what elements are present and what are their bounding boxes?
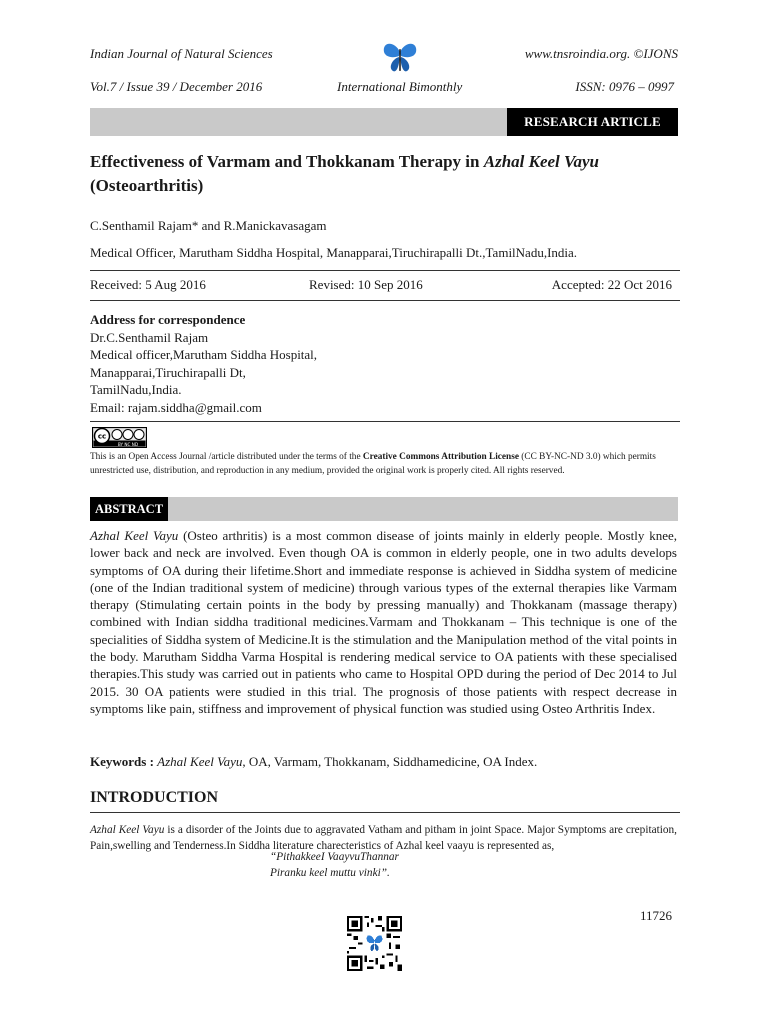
abstract-text: Azhal Keel Vayu (Osteo arthritis) is a most common disease of joints mainly in elderly people. Mostly knee, lower back and neck are involved. Even though OA is common in elderly people, one in two adults develops symptoms of OA during their lifetime.Short and immediate response is achieved in Siddha system of medicine (one of the Indian traditional system of medicine) through various types of the external therapies like Varmam therapy (Stimulating certain points in the body by pressing manually) and Thokkanam (massage therapy) combined with Indian siddha traditional medicines.Varmam and Thokkanam – This technique is one of the specialities of Siddha system of Medicine.It is the stimulation and the Manipulation method of the vital points in the body. Marutham Siddha Varma Hospital is rendering medical service to OA patients with these specialised therapies.This study was carried out in patients who came to Hospital OPD during the period of Dec 2014 to Jul 2015. 30 OA patients were studied in this trial. The prognosis of those patients with respect decrease in symptoms like pain, stiffness and improvement of physical function was studied using Osteo Arthritis Index.: [90, 528, 677, 716]
abstract-bar: [90, 497, 678, 521]
article-type-badge: RESEARCH ARTICLE: [507, 108, 678, 136]
correspondence-line: Medical officer,Marutham Siddha Hospital,: [90, 347, 318, 362]
correspondence-line: Dr.C.Senthamil Rajam: [90, 329, 209, 345]
keywords: Keywords : Azhal Keel Vayu, OA, Varmam, Thokkanam, Siddhamedicine, OA Index.: [90, 754, 538, 769]
journal-name: Indian Journal of Natural Sciences: [90, 46, 273, 61]
revised-date: Revised: 10 Sep 2016: [309, 277, 423, 292]
volume-info: Vol.7 / Issue 39 / December 2016: [90, 79, 263, 94]
quote-line: Piranku keel muttu vinki”.: [270, 867, 390, 879]
svg-text:cc: cc: [97, 432, 107, 441]
quote-line: “PithakkeeI VaayvuThannar: [270, 851, 399, 863]
issn: ISSN: 0976 – 0997: [575, 79, 674, 94]
correspondence-heading: Address for correspondence: [90, 312, 246, 327]
divider: [90, 270, 680, 271]
correspondence-email[interactable]: Email: rajam.siddha@gmail.com: [90, 399, 262, 415]
introduction-text: Azhal Keel Vayu is a disorder of the Joints due to aggravated Vatham and pitham in joint Space. Major Symptoms are crepitation, Pain,swelling and Tenderness.In Siddha literature charecteristics of Azhal keel vaayu is represented as,: [90, 824, 678, 852]
introduction-heading: INTRODUCTION: [90, 789, 219, 806]
divider: [90, 300, 680, 301]
affiliation: Medical Officer, Marutham Siddha Hospital, Manapparai,Tiruchirapalli Dt.,TamilNadu,India.: [90, 245, 578, 260]
accepted-date: Accepted: 22 Oct 2016: [551, 277, 672, 292]
journal-website[interactable]: www.tnsroindia.org. ©IJONS: [524, 46, 678, 61]
butterfly-icon: [380, 40, 420, 76]
license-text: This is an Open Access Journal /article distributed under the terms of the Creative Commons Attribution License (CC BY-NC-ND 3.0) which permits unrestricted use, distribution, and reproduction in any medium, provided the original work is properly cited. All rights reserved.: [90, 452, 656, 476]
frequency: International Bimonthly: [337, 79, 463, 94]
divider: [90, 812, 680, 813]
page-number: 11726: [640, 908, 673, 923]
received-date: Received: 5 Aug 2016: [90, 277, 206, 292]
correspondence-line: TamilNadu,India.: [90, 382, 182, 397]
correspondence-address: [90, 311, 317, 416]
article-title: Effectiveness of Varmam and Thokkanam Therapy in Azhal Keel Vayu (Osteoarthritis): [90, 152, 599, 195]
divider: [90, 421, 680, 422]
cc-by-nc-nd-icon: [92, 427, 147, 448]
authors: C.Senthamil Rajam* and R.Manickavasagam: [90, 218, 327, 233]
correspondence-line: Manapparai,Tiruchirapalli Dt,: [90, 364, 246, 380]
abstract-label: ABSTRACT: [90, 497, 168, 521]
cc-badge-text: BY NC ND: [117, 442, 139, 447]
qr-code-icon: [347, 916, 402, 971]
